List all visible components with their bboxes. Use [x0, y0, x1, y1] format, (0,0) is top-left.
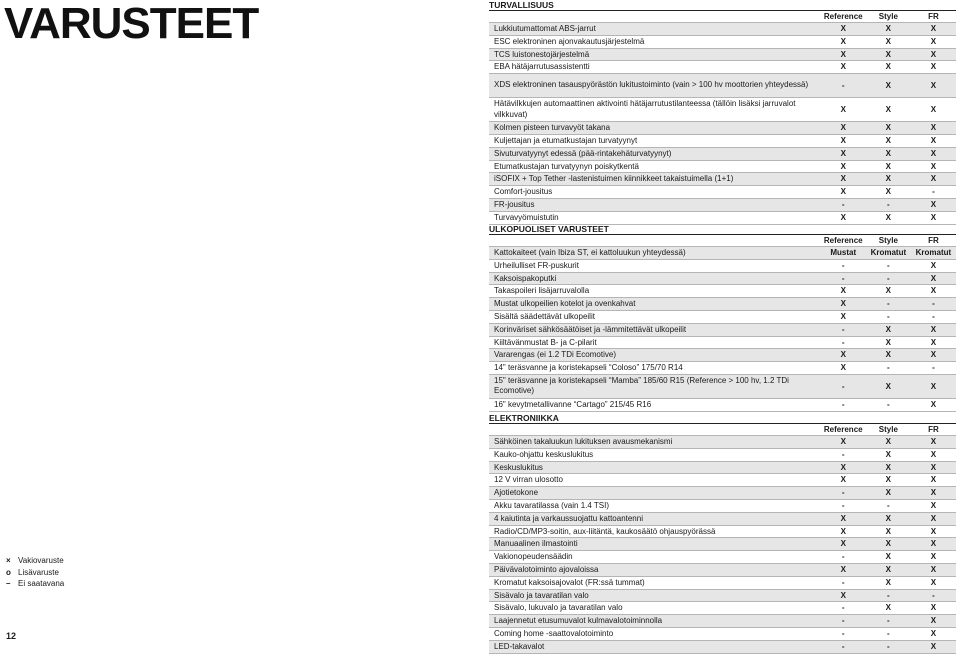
table-row	[489, 436, 956, 449]
availability-cell: X	[911, 61, 956, 74]
availability-cell: X	[821, 461, 866, 474]
availability-cell: X	[821, 186, 866, 199]
table-header-row	[489, 424, 956, 436]
availability-cell: X	[911, 615, 956, 628]
availability-cell: -	[821, 551, 866, 564]
column-header: Reference	[821, 235, 866, 247]
table-row	[489, 349, 956, 362]
availability-cell: X	[821, 173, 866, 186]
feature-name: Vakionopeudensäädin	[489, 551, 821, 564]
table-row	[489, 122, 956, 135]
feature-name: Turvavyömuistutin	[489, 211, 821, 224]
availability-cell: -	[821, 640, 866, 653]
table-row	[489, 640, 956, 653]
availability-cell: -	[866, 589, 911, 602]
table-row	[489, 98, 956, 122]
feature-name: Sähköinen takaluukun lukituksen avausmekanismi	[489, 436, 821, 449]
feature-name: EBA hätäjarrutusassistentti	[489, 61, 821, 74]
availability-cell: -	[821, 627, 866, 640]
feature-name: Hätävilkkujen automaattinen aktivointi hätäjarrutustilanteessa (tällöin lisäksi jarruvalot vilkkuvat)	[489, 98, 821, 122]
availability-cell: X	[821, 349, 866, 362]
availability-cell: -	[911, 298, 956, 311]
section-safety	[489, 0, 956, 225]
feature-name: Sisävalo ja tavaratilan valo	[489, 589, 821, 602]
availability-cell: X	[866, 602, 911, 615]
feature-name: Radio/CD/MP3-soitin, aux-liitäntä, kaukosäätö ohjauspyörässä	[489, 525, 821, 538]
availability-cell: -	[821, 272, 866, 285]
availability-cell: -	[821, 398, 866, 411]
table-row	[489, 35, 956, 48]
table-row	[489, 362, 956, 375]
table-row	[489, 576, 956, 589]
feature-name: Urheilulliset FR-puskurit	[489, 259, 821, 272]
availability-cell: X	[911, 538, 956, 551]
legend-symbol: o	[6, 567, 11, 577]
availability-cell: X	[911, 448, 956, 461]
spec-table	[489, 11, 956, 225]
availability-cell: X	[911, 211, 956, 224]
availability-cell: X	[911, 602, 956, 615]
availability-cell: X	[911, 173, 956, 186]
availability-cell: X	[866, 374, 911, 398]
feature-name: Kauko-ohjattu keskuslukitus	[489, 448, 821, 461]
availability-cell: X	[866, 461, 911, 474]
availability-cell: -	[866, 310, 911, 323]
feature-name: XDS elektroninen tasauspyörästön lukitustoiminto (vain > 100 hv moottorien yhteydessä)	[489, 74, 821, 98]
availability-cell: X	[911, 576, 956, 589]
availability-cell: X	[911, 285, 956, 298]
column-header: Reference	[821, 11, 866, 23]
feature-name: Comfort-jousitus	[489, 186, 821, 199]
feature-name: TCS luistonestojärjestelmä	[489, 48, 821, 61]
table-row	[489, 461, 956, 474]
table-row	[489, 374, 956, 398]
availability-cell: X	[866, 134, 911, 147]
table-row	[489, 323, 956, 336]
feature-name: Ajotietokone	[489, 487, 821, 500]
feature-name: Kaksoispakoputki	[489, 272, 821, 285]
availability-cell: X	[911, 336, 956, 349]
availability-cell: X	[911, 48, 956, 61]
table-row	[489, 48, 956, 61]
availability-cell: X	[821, 298, 866, 311]
table-row	[489, 538, 956, 551]
feature-name: Takaspoileri lisäjarruvalolla	[489, 285, 821, 298]
availability-cell: X	[911, 134, 956, 147]
feature-name: Vararengas (ei 1.2 TDi Ecomotive)	[489, 349, 821, 362]
availability-cell: -	[821, 74, 866, 98]
feature-name: 4 kaiutinta ja varkaussuojattu kattoantenni	[489, 512, 821, 525]
availability-cell: X	[821, 48, 866, 61]
feature-name: Akku tavaratilassa (vain 1.4 TSI)	[489, 499, 821, 512]
availability-cell: X	[866, 474, 911, 487]
section-title: ULKOPUOLISET VARUSTEET	[489, 224, 956, 235]
feature-name: 14" teräsvanne ja koristekapseli “Coloso” 175/70 R14	[489, 362, 821, 375]
availability-cell: X	[911, 398, 956, 411]
availability-cell: X	[911, 499, 956, 512]
availability-cell: X	[821, 160, 866, 173]
availability-cell: X	[911, 23, 956, 36]
availability-cell: X	[866, 23, 911, 36]
availability-cell: X	[866, 323, 911, 336]
table-row	[489, 615, 956, 628]
legend-label: Vakiovaruste	[18, 556, 64, 565]
availability-cell: X	[911, 563, 956, 576]
feature-name: Manuaalinen ilmastointi	[489, 538, 821, 551]
table-header-row	[489, 11, 956, 23]
availability-cell: -	[821, 374, 866, 398]
feature-name: Kattokaiteet (vain Ibiza ST, ei kattoluukun yhteydessä)	[489, 247, 821, 260]
table-row	[489, 398, 956, 411]
table-row	[489, 512, 956, 525]
section-exterior	[489, 224, 956, 412]
availability-cell: -	[866, 398, 911, 411]
feature-name: Laajennetut etusumuvalot kulmavalotoiminnolla	[489, 615, 821, 628]
feature-name: Sisävalo, lukuvalo ja tavaratilan valo	[489, 602, 821, 615]
availability-cell: -	[821, 198, 866, 211]
availability-cell: X	[821, 525, 866, 538]
availability-cell: X	[911, 374, 956, 398]
availability-cell: X	[821, 134, 866, 147]
availability-cell: X	[821, 285, 866, 298]
table-row	[489, 285, 956, 298]
availability-cell: X	[866, 436, 911, 449]
header-spacer	[489, 11, 821, 23]
column-header: Style	[866, 235, 911, 247]
availability-cell: X	[866, 186, 911, 199]
header-spacer	[489, 235, 821, 247]
column-header: Reference	[821, 424, 866, 436]
availability-cell: -	[911, 362, 956, 375]
availability-cell: X	[866, 74, 911, 98]
availability-cell: X	[866, 48, 911, 61]
table-row	[489, 272, 956, 285]
availability-cell: Kromatut	[911, 247, 956, 260]
availability-cell: X	[911, 627, 956, 640]
availability-cell: X	[866, 211, 911, 224]
table-row	[489, 551, 956, 564]
availability-cell: -	[866, 627, 911, 640]
table-row	[489, 563, 956, 576]
column-header: FR	[911, 235, 956, 247]
availability-cell: X	[866, 98, 911, 122]
feature-name: Kolmen pisteen turvavyöt takana	[489, 122, 821, 135]
availability-cell: X	[911, 349, 956, 362]
spec-table	[489, 424, 956, 654]
availability-cell: X	[866, 61, 911, 74]
availability-cell: X	[821, 310, 866, 323]
feature-name: Mustat ulkopeilien kotelot ja ovenkahvat	[489, 298, 821, 311]
availability-cell: X	[911, 122, 956, 135]
availability-cell: X	[911, 147, 956, 160]
availability-cell: X	[821, 589, 866, 602]
legend-item	[6, 567, 64, 579]
feature-name: Coming home -saattovalotoiminto	[489, 627, 821, 640]
feature-name: FR-jousitus	[489, 198, 821, 211]
table-row	[489, 627, 956, 640]
availability-cell: X	[911, 98, 956, 122]
availability-cell: X	[911, 525, 956, 538]
availability-cell: X	[866, 336, 911, 349]
feature-name: Kiiltävänmustat B- ja C-pilarit	[489, 336, 821, 349]
table-row	[489, 298, 956, 311]
availability-cell: X	[821, 61, 866, 74]
availability-cell: Kromatut	[866, 247, 911, 260]
availability-cell: X	[821, 211, 866, 224]
section-electronics	[489, 413, 956, 654]
page-number: 12	[6, 631, 17, 641]
legend-symbol: ×	[6, 556, 11, 565]
availability-cell: X	[821, 35, 866, 48]
table-row	[489, 474, 956, 487]
table-row	[489, 61, 956, 74]
availability-cell: -	[866, 198, 911, 211]
availability-cell: -	[911, 310, 956, 323]
availability-cell: -	[911, 186, 956, 199]
column-header: Style	[866, 11, 911, 23]
availability-cell: X	[911, 35, 956, 48]
availability-cell: X	[866, 122, 911, 135]
availability-cell: X	[911, 160, 956, 173]
availability-cell: -	[866, 615, 911, 628]
availability-cell: X	[866, 160, 911, 173]
legend-symbol: –	[6, 579, 11, 588]
page-title: VARUSTEET	[4, 0, 259, 48]
availability-cell: X	[911, 272, 956, 285]
availability-cell: X	[866, 538, 911, 551]
availability-cell: -	[821, 448, 866, 461]
availability-cell: X	[821, 512, 866, 525]
availability-cell: X	[821, 23, 866, 36]
feature-name: 12 V virran ulosotto	[489, 474, 821, 487]
header-spacer	[489, 424, 821, 436]
column-header: FR	[911, 424, 956, 436]
availability-cell: X	[821, 98, 866, 122]
table-row	[489, 310, 956, 323]
column-header: Style	[866, 424, 911, 436]
table-row	[489, 160, 956, 173]
feature-name: Keskuslukitus	[489, 461, 821, 474]
availability-cell: X	[911, 512, 956, 525]
availability-cell: X	[866, 448, 911, 461]
availability-cell: X	[911, 436, 956, 449]
availability-cell: X	[866, 512, 911, 525]
feature-name: Päivävalotoiminto ajovaloissa	[489, 563, 821, 576]
feature-name: iSOFIX + Top Tether -lastenistuimen kiinnikkeet takaistuimella (1+1)	[489, 173, 821, 186]
availability-cell: -	[821, 259, 866, 272]
availability-cell: -	[866, 362, 911, 375]
availability-cell: X	[911, 461, 956, 474]
table-header-row	[489, 235, 956, 247]
table-row	[489, 602, 956, 615]
section-title: ELEKTRONIIKKA	[489, 413, 956, 424]
legend	[6, 555, 64, 590]
availability-cell: X	[866, 525, 911, 538]
table-row	[489, 134, 956, 147]
availability-cell: -	[821, 487, 866, 500]
availability-cell: X	[911, 323, 956, 336]
availability-cell: X	[866, 173, 911, 186]
availability-cell: -	[821, 615, 866, 628]
availability-cell: X	[821, 122, 866, 135]
table-row	[489, 589, 956, 602]
availability-cell: -	[866, 499, 911, 512]
table-row	[489, 211, 956, 224]
availability-cell: X	[821, 538, 866, 551]
availability-cell: X	[911, 487, 956, 500]
spec-table	[489, 235, 956, 412]
availability-cell: X	[821, 362, 866, 375]
availability-cell: Mustat	[821, 247, 866, 260]
availability-cell: X	[821, 563, 866, 576]
table-row	[489, 499, 956, 512]
table-row	[489, 74, 956, 98]
availability-cell: X	[911, 198, 956, 211]
table-row	[489, 186, 956, 199]
availability-cell: -	[821, 323, 866, 336]
availability-cell: X	[821, 147, 866, 160]
availability-cell: X	[866, 563, 911, 576]
legend-item	[6, 578, 64, 590]
availability-cell: X	[821, 474, 866, 487]
feature-name: LED-takavalot	[489, 640, 821, 653]
availability-cell: -	[821, 499, 866, 512]
availability-cell: -	[821, 576, 866, 589]
availability-cell: -	[866, 298, 911, 311]
availability-cell: X	[911, 74, 956, 98]
availability-cell: X	[911, 474, 956, 487]
availability-cell: X	[866, 487, 911, 500]
availability-cell: X	[821, 436, 866, 449]
availability-cell: -	[821, 336, 866, 349]
section-title: TURVALLISUUS	[489, 0, 956, 11]
availability-cell: X	[866, 35, 911, 48]
legend-label: Lisävaruste	[18, 567, 59, 577]
availability-cell: -	[866, 272, 911, 285]
feature-name: 15" teräsvanne ja koristekapseli “Mamba” 185/60 R15 (Reference > 100 hv, 1.2 TDi Ecomotive)	[489, 374, 821, 398]
feature-name: Etumatkustajan turvatyynyn poiskytkentä	[489, 160, 821, 173]
availability-cell: X	[911, 259, 956, 272]
availability-cell: X	[866, 576, 911, 589]
availability-cell: X	[866, 551, 911, 564]
availability-cell: X	[866, 285, 911, 298]
table-row	[489, 247, 956, 260]
availability-cell: X	[866, 147, 911, 160]
feature-name: Lukkiutumattomat ABS-jarrut	[489, 23, 821, 36]
legend-item	[6, 555, 64, 567]
feature-name: ESC elektroninen ajonvakautusjärjestelmä	[489, 35, 821, 48]
availability-cell: X	[911, 640, 956, 653]
table-row	[489, 198, 956, 211]
feature-name: Korinväriset sähkösäätöiset ja -lämmitettävät ulkopeilit	[489, 323, 821, 336]
availability-cell: -	[866, 259, 911, 272]
table-row	[489, 23, 956, 36]
table-row	[489, 525, 956, 538]
availability-cell: -	[821, 602, 866, 615]
availability-cell: -	[911, 589, 956, 602]
feature-name: Sisältä säädettävät ulkopeilit	[489, 310, 821, 323]
legend-label: Ei saatavana	[18, 579, 65, 588]
feature-name: 16" kevytmetallivanne “Cartago” 215/45 R16	[489, 398, 821, 411]
availability-cell: X	[866, 349, 911, 362]
table-row	[489, 259, 956, 272]
table-row	[489, 173, 956, 186]
column-header: FR	[911, 11, 956, 23]
table-row	[489, 336, 956, 349]
availability-cell: X	[911, 551, 956, 564]
availability-cell: -	[866, 640, 911, 653]
table-row	[489, 448, 956, 461]
feature-name: Kromatut kaksoisajovalot (FR:ssä tummat)	[489, 576, 821, 589]
feature-name: Kuljettajan ja etumatkustajan turvatyynyt	[489, 134, 821, 147]
feature-name: Sivuturvatyynyt edessä (pää-rintakehäturvatyynyt)	[489, 147, 821, 160]
table-row	[489, 147, 956, 160]
table-row	[489, 487, 956, 500]
